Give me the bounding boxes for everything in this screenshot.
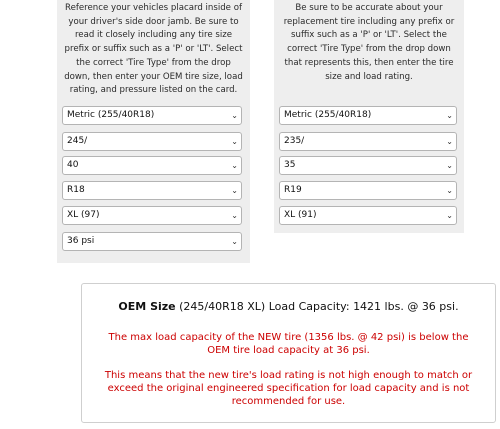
oem-load-rating-select[interactable] xyxy=(62,206,242,225)
select-value: XL (91) xyxy=(284,210,317,220)
oem-aspect-ratio-select[interactable] xyxy=(62,156,242,175)
oem-size-details: (245/40R18 XL) Load Capacity: 1421 lbs. @ 36 psi. xyxy=(179,300,459,313)
chevron-down-icon: ⌄ xyxy=(446,137,453,146)
new-load-rating-select[interactable] xyxy=(279,206,457,225)
new-width-select[interactable] xyxy=(279,132,457,151)
new-tire-type-select[interactable] xyxy=(279,106,457,125)
select-value: 40 xyxy=(67,160,79,170)
select-value: 245/ xyxy=(67,136,88,146)
oem-instructions: Reference your vehicles placard inside of your driver's side door jamb. Be sure to read it closely including any tire size prefix or suffix such as a 'P' or 'LT'. Select the correct 'Tire Type' from the drop down, then enter your OEM tire size, load rating, and pressure listed on the card. xyxy=(64,3,243,96)
select-value: 36 psi xyxy=(67,236,95,246)
chevron-down-icon: ⌄ xyxy=(231,111,238,120)
oem-summary xyxy=(82,300,495,313)
oem-pressure-select[interactable] xyxy=(62,232,242,251)
oem-rim-select[interactable] xyxy=(62,181,242,200)
chevron-down-icon: ⌄ xyxy=(231,186,238,195)
select-value: 235/ xyxy=(284,136,305,146)
chevron-down-icon: ⌄ xyxy=(231,237,238,246)
result-box xyxy=(81,283,496,423)
new-rim-select[interactable] xyxy=(279,181,457,200)
chevron-down-icon: ⌄ xyxy=(231,161,238,170)
chevron-down-icon: ⌄ xyxy=(231,137,238,146)
select-value: 35 xyxy=(284,160,296,170)
select-value: Metric (255/40R18) xyxy=(67,110,155,120)
chevron-down-icon: ⌄ xyxy=(231,211,238,220)
chevron-down-icon: ⌄ xyxy=(446,161,453,170)
oem-width-select[interactable] xyxy=(62,132,242,151)
not-recommended-warning: This means that the new tire's load rating is not high enough to match or exceed the original engineered specification for load capacity and is not recommended for use. xyxy=(104,370,473,407)
oem-size-label: OEM Size xyxy=(118,300,176,313)
chevron-down-icon: ⌄ xyxy=(446,111,453,120)
capacity-warning: The max load capacity of the NEW tire (1356 lbs. @ 42 psi) is below the OEM tire load capacity at 36 psi. xyxy=(108,332,469,356)
oem-tire-type-select[interactable] xyxy=(62,106,242,125)
select-value: Metric (255/40R18) xyxy=(284,110,372,120)
chevron-down-icon: ⌄ xyxy=(446,186,453,195)
select-value: XL (97) xyxy=(67,210,100,220)
new-aspect-ratio-select[interactable] xyxy=(279,156,457,175)
select-value: R19 xyxy=(284,185,302,195)
replacement-instructions: Be sure to be accurate about your replacement tire including any prefix or suffix such as a 'P' or 'LT'. Select the correct 'Tire Type' from the drop down that represents this, then enter the tire size and load rating. xyxy=(283,3,455,82)
chevron-down-icon: ⌄ xyxy=(446,211,453,220)
select-value: R18 xyxy=(67,185,85,195)
